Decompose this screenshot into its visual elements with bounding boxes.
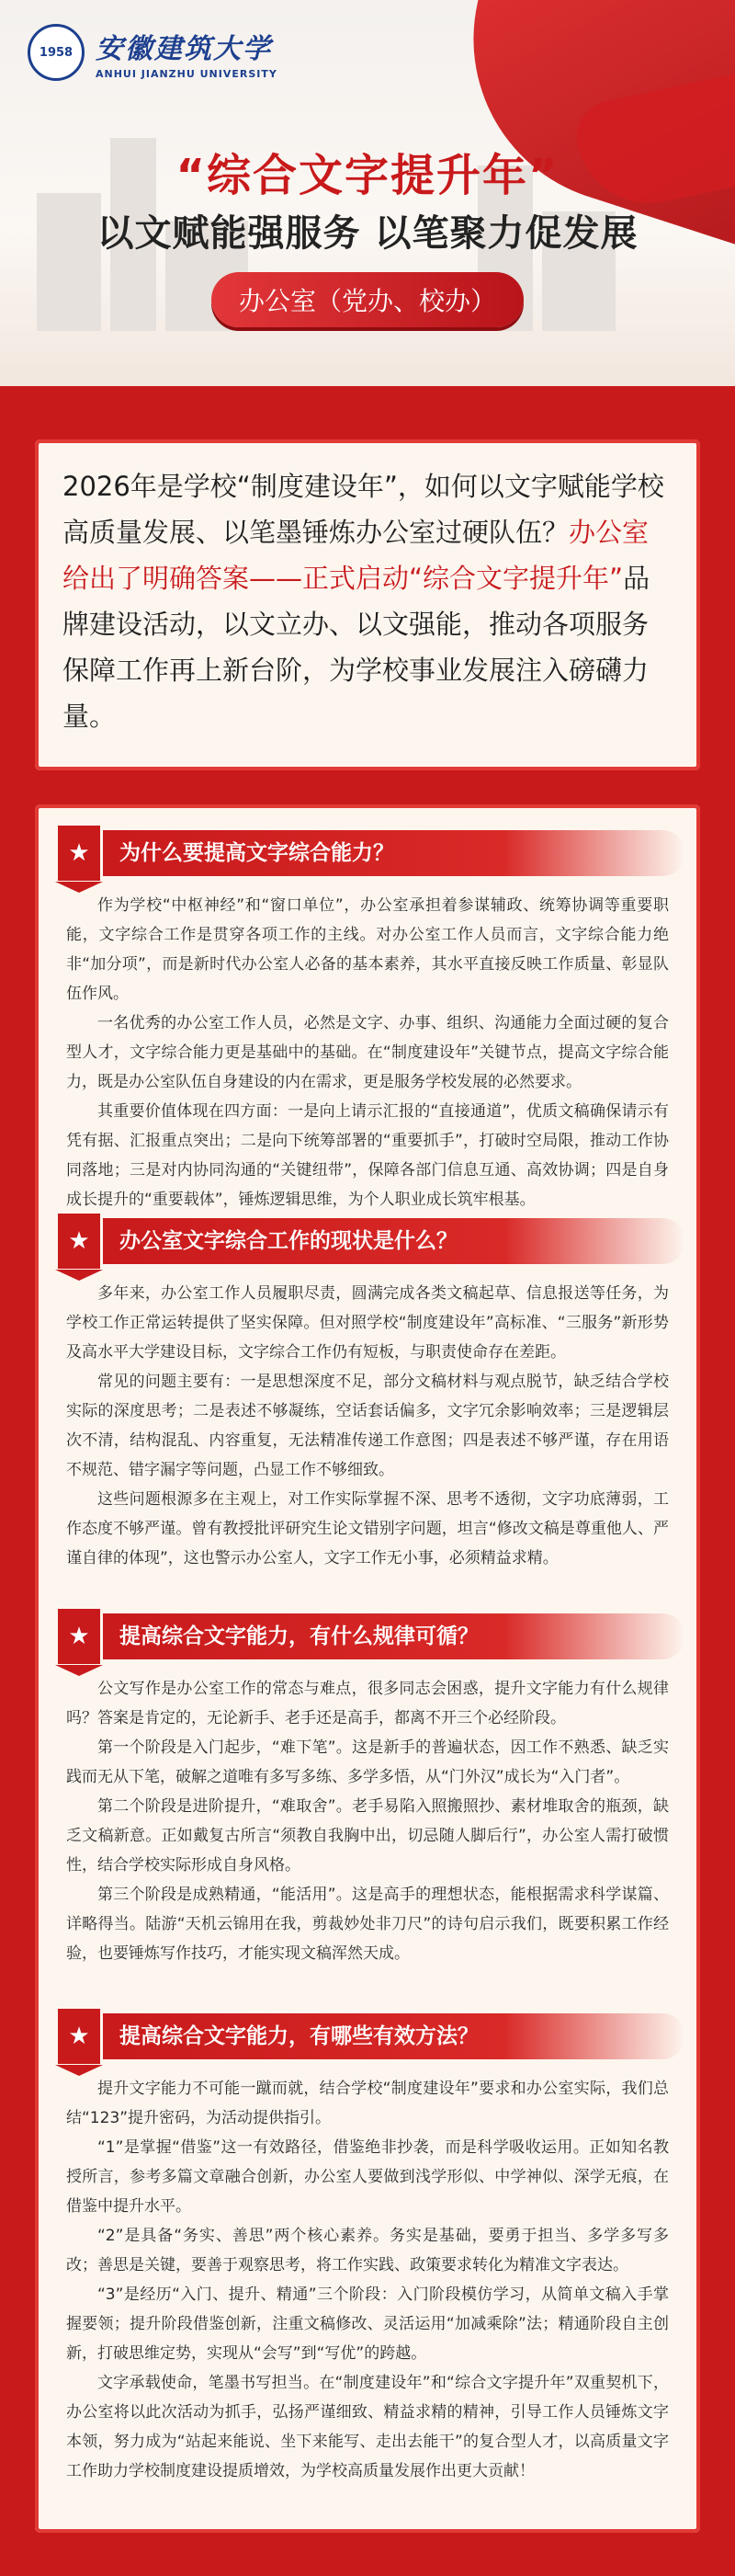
section-header	[68, 830, 685, 876]
section-header	[68, 1218, 685, 1264]
department-badge: 办公室（党办、校办）	[211, 272, 524, 327]
page-subtitle: 以文赋能强服务 以笔聚力促发展	[96, 212, 639, 255]
paragraph: “2”是具备“务实、善思”两个核心素养。务实是基础，要勇于担当、多学多写多改；善思是关键，要善于观察思考，将工作实践、政策要求转化为精准文字表达。	[66, 2227, 669, 2274]
paragraph: 这些问题根源多在主观上，对工作实际掌握不深、思考不透彻，文字功底薄弱，工作态度不够严谨。曾有教授批评研究生论文错别字问题，坦言“修改文稿是尊重他人、严谨自律的体现”，这也警示办公室人，文字工作无小事，必须精益求精。	[66, 1490, 669, 1567]
paragraph: 常见的问题主要有：一是思想深度不足，部分文稿材料与观点脱节，缺乏结合学校实际的深度思考；二是表述不够凝练，空话套话偏多，文字冗余影响效率；三是逻辑层次不清，结构混乱、内容重复，无法精准传递工作意图；四是表述不够严谨，存在用语不规范、错字漏字等问题，凸显工作不够细致。	[66, 1373, 669, 1479]
star-icon: ★	[55, 1211, 103, 1271]
intro-text	[62, 463, 673, 739]
main-card	[35, 804, 700, 2533]
paragraph: 文字承载使命，笔墨书写担当。在“制度建设年”和“综合文字提升年”双重契机下，办公室将以此次活动为抓手，弘扬严谨细致、精益求精的精神，引导工作人员锤炼文字本领，努力成为“站起来能说、坐下来能写、走出去能干”的复合型人才，以高质量文字工作助力学校制度建设提质增效，为学校高质量发展作出更大贡献！	[66, 2374, 669, 2480]
section-header	[68, 1613, 685, 1659]
section-title: 办公室文字综合工作的现状是什么？	[119, 1229, 458, 1253]
paragraph: “1”是掌握“借鉴”这一有效路径，借鉴绝非抄袭，而是科学吸收运用。正如知名教授所言，参考多篇文章融合创新，办公室人要做到浅学形似、中学神似、深学无痕，在借鉴中提升水平。	[66, 2138, 669, 2216]
section-body	[66, 2074, 669, 2486]
logo-english-name: ANHUI JIANZHU UNIVERSITY	[96, 67, 277, 80]
star-icon: ★	[55, 1606, 103, 1667]
paragraph: 一名优秀的办公室工作人员，必然是文字、办事、组织、沟通能力全面过硬的复合型人才，文字综合能力更是基础中的基础。在“制度建设年”关键节点，提高文字综合能力，既是办公室队伍自身建设的内在需求，更是服务学校发展的必然要求。	[66, 1014, 669, 1091]
section-body	[66, 891, 669, 1214]
paragraph: 提升文字能力不可能一蹴而就，结合学校“制度建设年”要求和办公室实际，我们总结“123”提升密码，为活动提供指引。	[66, 2080, 669, 2127]
section-body	[66, 1279, 669, 1573]
section-title: 提高综合文字能力，有什么规律可循？	[119, 1624, 479, 1648]
section-body	[66, 1674, 669, 1968]
star-icon: ★	[55, 2006, 103, 2067]
section-status	[50, 1218, 685, 1573]
intro-part3: 品牌建设活动，以文立办、以文强能，推动各项服务保障工作再上新台阶，为学校事业发展注入磅礴力量。	[62, 563, 650, 732]
intro-part1: 2026年是学校“制度建设年”，如何以文字赋能学校高质量发展、以笔墨锤炼办公室过硬队伍？	[62, 471, 664, 548]
intro-highlight: 办公室给出了明确答案——正式启动“综合文字提升年”	[62, 517, 650, 594]
paragraph: “3”是经历“入门、提升、精通”三个阶段：入门阶段模仿学习，从简单文稿入手掌握要领；提升阶段借鉴创新，注重文稿修改、灵活运用“加减乘除”法；精通阶段自主创新，打破思维定势，实现从“会写”到“写优”的跨越。	[66, 2285, 669, 2363]
paragraph: 作为学校“中枢神经”和“窗口单位”，办公室承担着参谋辅政、统筹协调等重要职能，文字综合工作是贯穿各项工作的主线。对办公室工作人员而言，文字综合能力绝非“加分项”，而是新时代办公室人必备的基本素养，其水平直接反映工作质量、彰显队伍作风。	[66, 896, 669, 1003]
section-title: 提高综合文字能力，有哪些有效方法？	[119, 2024, 479, 2048]
paragraph: 公文写作是办公室工作的常态与难点，很多同志会困惑，提升文字能力有什么规律吗？答案是肯定的，无论新手、老手还是高手，都离不开三个必经阶段。	[66, 1680, 669, 1727]
logo-chinese-name: 安徽建筑大学	[96, 32, 272, 65]
paragraph: 第三个阶段是成熟精通，“能活用”。这是高手的理想状态，能根据需求科学谋篇、详略得当。陆游“天机云锦用在我，剪裁妙处非刀尺”的诗句启示我们，既要积累工作经验，也要锤炼写作技巧，才能实现文稿浑然天成。	[66, 1886, 669, 1963]
paragraph: 其重要价值体现在四方面：一是向上请示汇报的“直接通道”，优质文稿确保请示有凭有据、汇报重点突出；二是向下统筹部署的“重要抓手”，打破时空局限，推动工作协同落地；三是对内协同沟通的“关键纽带”，保障各部门信息互通、高效协调；四是自身成长提升的“重要载体”，锤炼逻辑思维，为个人职业成长筑牢根基。	[66, 1102, 669, 1209]
section-title: 为什么要提高文字综合能力？	[119, 841, 394, 865]
section-rules	[50, 1613, 685, 1968]
paragraph: 第一个阶段是入门起步，“难下笔”。这是新手的普遍状态，因工作不熟悉、缺乏实践而无从下笔，破解之道唯有多写多练、多学多悟，从“门外汉”成长为“入门者”。	[66, 1738, 669, 1786]
university-logo	[28, 24, 277, 81]
section-header	[68, 2013, 685, 2059]
page-title: “综合文字提升年”	[175, 150, 560, 201]
university-seal-icon: 1958	[28, 24, 85, 81]
paragraph: 多年来，办公室工作人员履职尽责，圆满完成各类文稿起草、信息报送等任务，为学校工作正常运转提供了坚实保障。但对照学校“制度建设年”高标准、“三服务”新形势及高水平大学建设目标，文字综合工作仍有短板，与职责使命存在差距。	[66, 1284, 669, 1362]
paragraph: 第二个阶段是进阶提升，“难取舍”。老手易陷入照搬照抄、素材堆取舍的瓶颈，缺乏文稿新意。正如戴复古所言“须教自我胸中出，切忌随人脚后行”，办公室人需打破惯性，结合学校实际形成自身风格。	[66, 1797, 669, 1875]
section-why	[50, 830, 685, 1214]
star-icon: ★	[55, 823, 103, 883]
hero-banner	[0, 0, 735, 386]
section-methods	[50, 2013, 685, 2486]
intro-card	[35, 439, 700, 770]
